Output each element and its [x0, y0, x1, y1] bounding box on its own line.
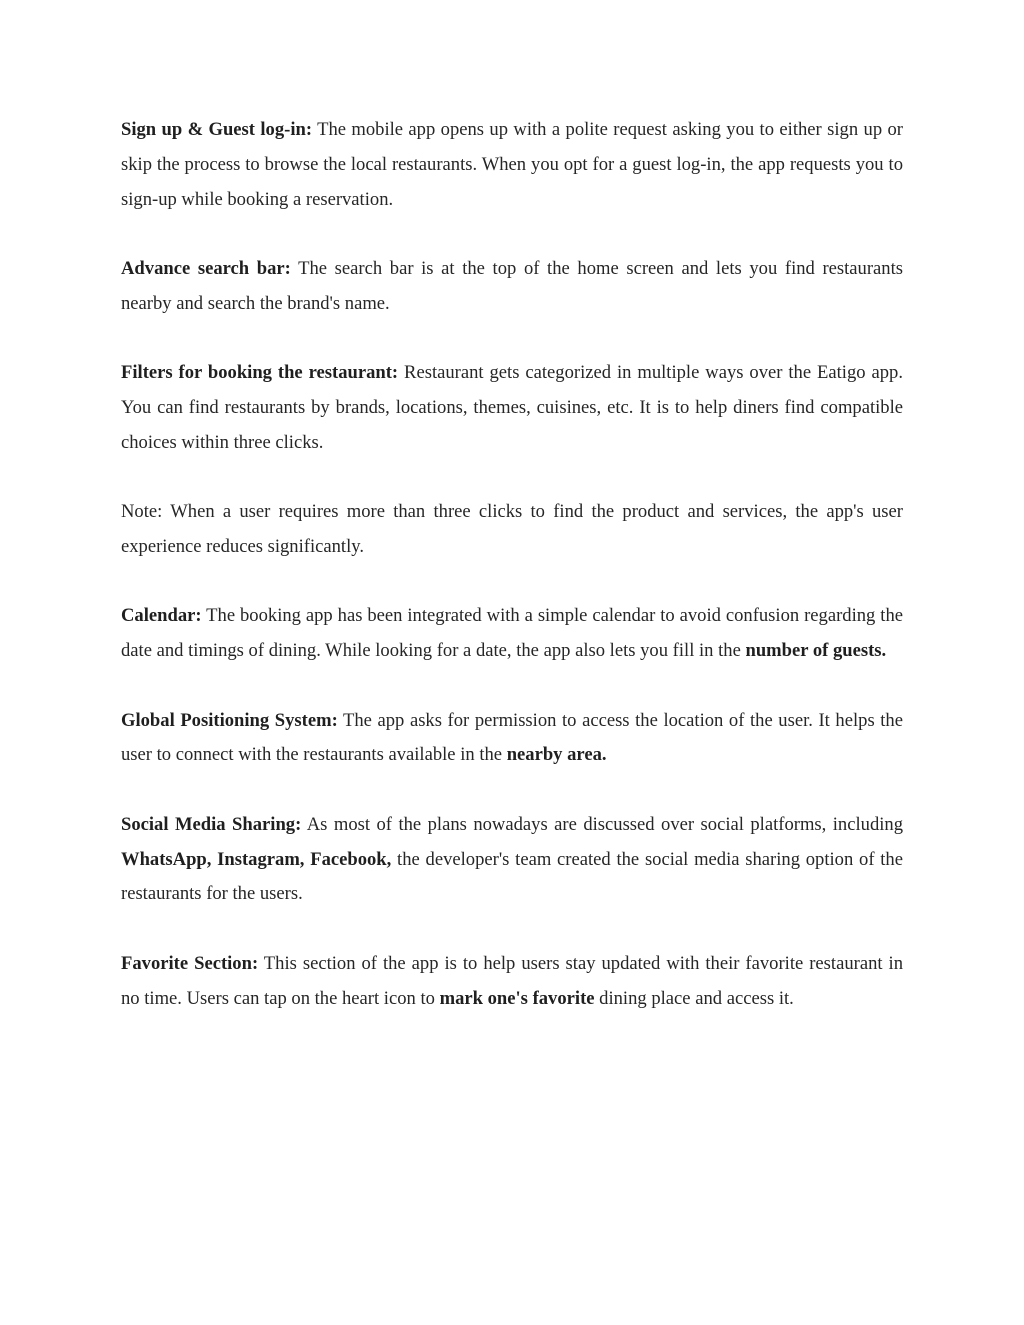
paragraph-text: As most of the plans nowadays are discussed over social platforms, including [301, 813, 903, 835]
paragraph-favorite [121, 947, 903, 1017]
paragraph-calendar [121, 599, 903, 669]
paragraph-heading: Filters for booking the restaurant: [121, 362, 399, 384]
paragraph-emphasis: number of guests. [745, 640, 887, 662]
paragraph-heading: Global Positioning System: [121, 709, 338, 731]
paragraph-advance-search [121, 252, 903, 322]
paragraph-text: Note: When a user requires more than three clicks to find the product and services, the app's user experience reduces significantly. [121, 501, 903, 557]
paragraph-sign-up [121, 113, 903, 217]
paragraph-note [121, 495, 903, 565]
paragraph-text: The booking app has been integrated with a simple calendar to avoid confusion regarding the date and timings of dining. While looking for a date, the app also lets you fill in the [121, 605, 903, 662]
paragraph-social-media [121, 808, 903, 912]
paragraph-heading: Social Media Sharing: [121, 813, 302, 835]
paragraph-text: The mobile app opens up with a polite request asking you to either sign up or skip the process to browse the local restaurants. When you opt for a guest log-in, the app requests you to sign-up while booking a reservation. [121, 119, 904, 210]
paragraph-text: The app asks for permission to access the location of the user. It helps the user to connect with the restaurants available in the [121, 709, 903, 766]
paragraph-emphasis: mark one's favorite [439, 987, 595, 1009]
paragraph-heading: Calendar: [121, 605, 202, 627]
paragraph-text: This section of the app is to help users stay updated with their favorite restaurant in no time. Users can tap on the heart icon to [121, 952, 903, 1009]
paragraph-filters [121, 356, 903, 460]
paragraph-gps [121, 704, 903, 774]
document-page [121, 113, 903, 1051]
paragraph-heading: Favorite Section: [121, 952, 259, 974]
paragraph-text: The search bar is at the top of the home screen and lets you find restaurants nearby and search the brand's name. [121, 257, 903, 314]
paragraph-emphasis: nearby area. [506, 744, 607, 766]
paragraph-emphasis: WhatsApp, Instagram, Facebook, [121, 848, 392, 870]
paragraph-text: Restaurant gets categorized in multiple ways over the Eatigo app. You can find restaurants by brands, locations, themes, cuisines, etc. It is to help diners find compatible choices within three clicks. [121, 362, 903, 453]
paragraph-heading: Sign up & Guest log-in: [121, 119, 313, 140]
paragraph-text: the developer's team created the social media sharing option of the restaurants for the users. [121, 848, 903, 905]
paragraph-heading: Advance search bar: [121, 257, 291, 279]
paragraph-text: dining place and access it. [594, 987, 794, 1009]
